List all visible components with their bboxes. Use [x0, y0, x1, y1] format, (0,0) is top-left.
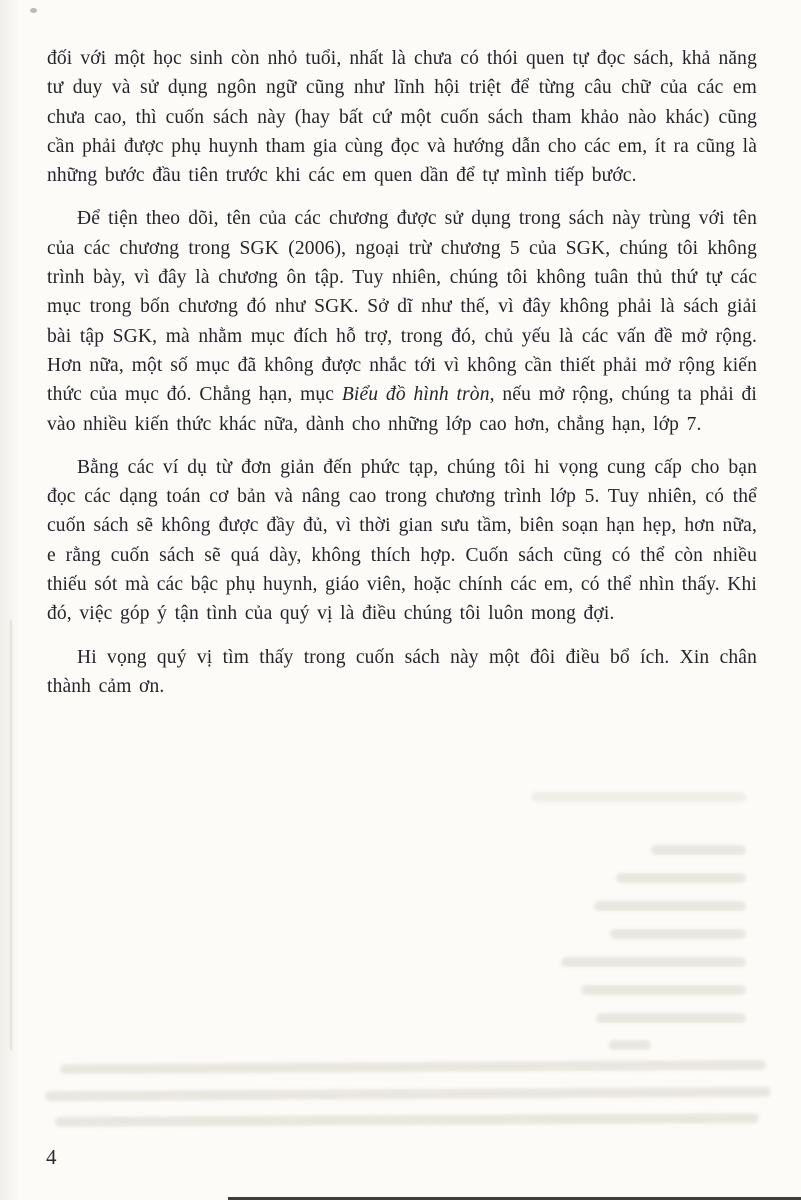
bleed-line [651, 845, 746, 855]
paragraph [47, 643, 757, 702]
scan-fold-line [10, 620, 12, 1050]
bleed-line [610, 929, 746, 939]
bleed-line [616, 873, 746, 883]
text-run: Để tiện theo dõi, tên của các chương được sử dụng trong sách này trùng với tên của các chương trong SGK (2006), ngoại trừ chương 5 của SGK, chúng tôi không trình bày, vì đây là chương ôn tập. Tuy nhiên, chúng tôi không tuân thủ thứ tự các mục trong bốn chương đó như SGK. Sở dĩ như thế, vì đây không phải là sách giải bài tập SGK, mà nhằm mục đích hỗ trợ, trong đó, chủ yếu là các vấn đề mở rộng. Hơn nữa, một số mục đã không được nhắc tới vì không cần thiết phải mở rộng kiến thức của mục đó. Chẳng hạn, mục [47, 208, 757, 406]
text-run: Hi vọng quý vị tìm thấy trong cuốn sách này một đôi điều bổ ích. Xin chân thành cảm ơn. [47, 646, 757, 697]
bleed-line [60, 1060, 766, 1074]
bleed-line [609, 1040, 651, 1050]
bleed-line [581, 985, 746, 995]
italic-phrase: Biểu đồ hình tròn [341, 384, 490, 406]
page-number: 4 [46, 1145, 57, 1169]
paragraph [47, 44, 757, 190]
bleed-line [561, 957, 746, 967]
paragraph [47, 204, 757, 438]
bleed-line [594, 901, 746, 911]
bleed-line [45, 1087, 771, 1101]
scan-speck [30, 8, 37, 13]
bleed-line [55, 1113, 759, 1127]
bleed-line [596, 1013, 746, 1023]
text-run: đối với một học sinh còn nhỏ tuổi, nhất là chưa có thói quen tự đọc sách, khả năng tư duy và sử dụng ngôn ngữ cũng như lĩnh hội triệt để từng câu chữ của các em chưa cao, thì cuốn sách này (hay bất cứ một cuốn sách tham khảo nào khác) cũng cần phải được phụ huynh tham gia cùng đọc và hướng dẫn cho các em, ít ra cũng là những bước đầu tiên trước khi các em quen dần để tự mình tiếp bước. [47, 48, 757, 187]
body-text [47, 44, 757, 715]
bleed-line [531, 792, 746, 802]
text-run: Bằng các ví dụ từ đơn giản đến phức tạp, chúng tôi hi vọng cung cấp cho bạn đọc các dạng toán cơ bản và nâng cao trong chương trình lớp 5. Tuy nhiên, có thể cuốn sách sẽ không được đầy đủ, vì thời gian sưu tầm, biên soạn hạn hẹp, hơn nữa, e rằng cuốn sách sẽ quá dày, không thích hợp. Cuốn sách cũng có thể còn nhiều thiếu sót mà các bậc phụ huynh, giáo viên, hoặc chính các em, có thể nhìn thấy. Khi đó, việc góp ý tận tình của quý vị là điều chúng tôi luôn mong đợi. [47, 456, 757, 625]
text-run: , nếu mở rộng, chúng ta phải đi vào nhiều kiến thức khác nữa, dành cho những lớp cao hơn, chẳng hạn, lớp 7. [47, 384, 757, 435]
paragraph [47, 453, 757, 629]
